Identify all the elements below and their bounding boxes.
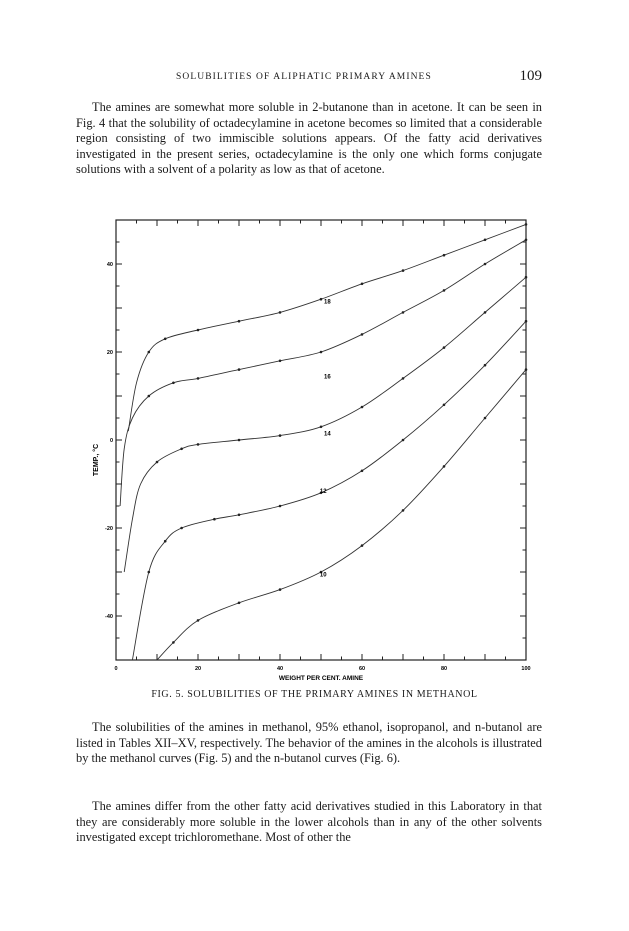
- data-point: [361, 333, 364, 336]
- data-point: [525, 223, 528, 226]
- data-point: [320, 351, 323, 354]
- data-point: [484, 364, 487, 367]
- y-tick-label: -20: [105, 526, 113, 532]
- curves: [120, 223, 527, 660]
- series-label-16: 16: [324, 374, 331, 381]
- data-point: [238, 602, 241, 605]
- curve-14: [124, 277, 526, 572]
- data-point: [180, 527, 183, 530]
- running-head: [76, 70, 542, 88]
- x-tick-label: 60: [358, 666, 366, 672]
- data-point: [402, 439, 405, 442]
- data-point: [238, 368, 241, 371]
- data-point: [525, 276, 528, 279]
- paragraph-3: The amines differ from the other fatty acid derivatives studied in this Laboratory in that they are considerably more soluble in the lower alcohols than in any of the other solvents investigated except trichloromethane. Most of other the: [76, 799, 542, 844]
- data-point: [443, 254, 446, 257]
- y-axis-label: TEMP., °C: [93, 443, 100, 477]
- data-point: [402, 269, 405, 272]
- data-point: [148, 351, 151, 354]
- data-point: [279, 311, 282, 314]
- series-label-12: 12: [319, 488, 327, 495]
- data-point: [197, 329, 200, 332]
- plot-frame: [116, 220, 526, 660]
- curve-12: [132, 321, 526, 660]
- data-point: [525, 239, 528, 242]
- data-point: [279, 588, 282, 591]
- data-point: [213, 518, 216, 521]
- data-point: [361, 406, 364, 409]
- y-tick-label: -40: [105, 614, 113, 620]
- data-point: [148, 395, 151, 398]
- series-label-18: 18: [324, 299, 331, 306]
- data-point: [197, 377, 200, 380]
- y-tick-label: 20: [106, 350, 113, 356]
- data-point: [443, 404, 446, 407]
- data-point: [484, 239, 487, 242]
- data-point: [279, 360, 282, 363]
- data-point: [484, 417, 487, 420]
- x-tick-label: 100: [521, 666, 531, 672]
- data-point: [172, 641, 175, 644]
- data-point: [279, 505, 282, 508]
- data-point: [172, 382, 175, 385]
- x-tick-label: 0: [114, 666, 118, 672]
- data-point: [279, 434, 282, 437]
- data-point: [197, 619, 200, 622]
- data-point: [402, 377, 405, 380]
- series-label-14: 14: [324, 431, 331, 438]
- series-label-10: 10: [319, 572, 327, 579]
- x-tick-label: 20: [194, 666, 202, 672]
- solubility-chart: [80, 210, 550, 690]
- data-point: [361, 544, 364, 547]
- axis-ticks: [116, 220, 526, 660]
- data-point: [525, 320, 528, 323]
- data-point: [361, 470, 364, 473]
- running-title: SOLUBILITIES OF ALIPHATIC PRIMARY AMINES: [176, 72, 432, 82]
- curve-10: [157, 370, 526, 660]
- curve-16: [120, 240, 526, 506]
- paragraph-1: The amines are somewhat more soluble in 2-butanone than in acetone. It can be seen in Fig. 4 that the solubility of octadecylamine in acetone becomes so limited that a considerable region consisting of two immiscible solutions appears. Of the fatty acid derivatives investigated in the present series, octadecylamine is the only one which forms conjugate solutions with a solvent of a polarity as low as that of acetone.: [76, 100, 542, 176]
- data-point: [320, 426, 323, 429]
- data-point: [148, 571, 151, 574]
- x-tick-label: 40: [276, 666, 284, 672]
- figure-caption: FIG. 5. SOLUBILITIES OF THE PRIMARY AMINES IN METHANOL: [151, 689, 478, 700]
- data-point: [238, 439, 241, 442]
- data-point: [525, 368, 528, 371]
- figure-5: [80, 210, 550, 690]
- data-point: [164, 540, 167, 543]
- data-point: [238, 514, 241, 517]
- data-point: [197, 443, 200, 446]
- data-point: [402, 509, 405, 512]
- paragraph-2: The solubilities of the amines in methanol, 95% ethanol, isopropanol, and n-butanol are listed in Tables XII–XV, respectively. The behavior of the amines in the alcohols is illustrated by the methanol curves (Fig. 5) and the n-butanol curves (Fig. 6).: [76, 720, 542, 765]
- data-point: [164, 338, 167, 341]
- data-point: [443, 346, 446, 349]
- data-point: [443, 289, 446, 292]
- page-number: 109: [519, 68, 542, 84]
- data-point: [238, 320, 241, 323]
- tick-labels: [105, 262, 531, 672]
- data-point: [320, 298, 323, 301]
- data-point: [180, 448, 183, 451]
- y-tick-label: 0: [109, 438, 113, 444]
- x-tick-label: 80: [440, 666, 448, 672]
- y-tick-label: 40: [106, 262, 113, 268]
- data-point: [484, 263, 487, 266]
- data-point: [484, 311, 487, 314]
- data-point: [402, 311, 405, 314]
- data-point: [361, 283, 364, 286]
- x-axis-label: WEIGHT PER CENT. AMINE: [278, 675, 364, 682]
- data-point: [443, 465, 446, 468]
- data-point: [156, 461, 159, 464]
- curve-18: [128, 224, 526, 431]
